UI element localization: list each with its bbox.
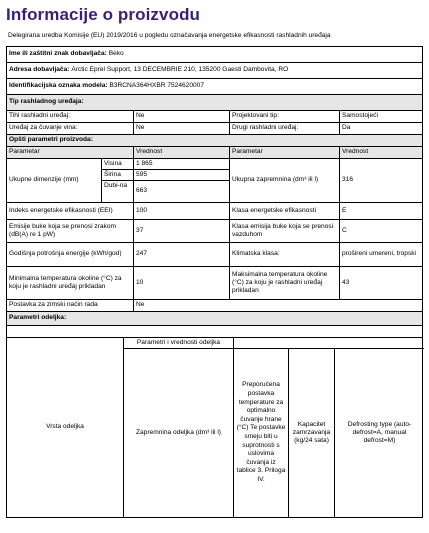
total-volume-value: 316	[339, 159, 424, 202]
param-head-parameter-2: Parametar	[229, 147, 339, 158]
other-appliance-label: Drugi rashladni uređaj:	[229, 123, 339, 134]
min-ambient-temp-label: Minimalna temperatura okoline (°C) za koju je rashladni uređaj prikladan	[9, 274, 122, 290]
dimensions-label: Ukupne dimenzije (mm)	[9, 176, 79, 184]
winter-row	[6, 300, 423, 312]
regulation-subtitle: Delegirana uredba Komisije (EU) 2019/2016 u pogledu označavanja energetske efikasnosti rashladnih uređaja	[8, 32, 331, 39]
width-value: 595	[133, 170, 229, 181]
param-head-value-2: Vrednost	[339, 147, 424, 158]
compartment-type-head: Vrsta odeljka	[46, 423, 84, 431]
general-header: Opšti parametri proizvoda:	[9, 136, 93, 144]
page-title: Informacije o proizvodu	[6, 5, 201, 24]
height-value: 1 865	[133, 159, 229, 170]
quiet-appliance-value: Ne	[133, 111, 229, 122]
type-header: Tip rashladnog uređaja:	[9, 98, 84, 106]
compartment-header-row	[6, 312, 423, 326]
noise-class-value: C	[339, 220, 424, 242]
model-value: B3RCNA364HXBR 7524620007	[109, 82, 204, 90]
eei-label: Indeks energetske efikasnosti (EEI)	[9, 206, 113, 214]
noise-class-label: Klasa emisija buke koja se prenosi vazduhom	[229, 220, 339, 242]
compartment-table	[6, 338, 423, 518]
width-label: Širina	[101, 170, 133, 181]
height-label: Visina	[101, 159, 133, 170]
max-ambient-temp-value: 43	[339, 267, 424, 299]
climate-class-label: Klimatska klasa:	[229, 243, 339, 266]
design-type-value: Samostojeći	[339, 111, 424, 122]
max-ambient-temp-label: Maksimalna temperatura okoline (°C) za koju je rashladni uređaj prikladan	[229, 267, 339, 299]
blank-row	[6, 326, 423, 338]
quiet-appliance-label: Tihi rashladni uređaj:	[9, 112, 70, 120]
noise-emission-label: Emisije buke koja se prenosi zrakom (dB(A) re 1 pW)	[9, 222, 117, 238]
winter-mode-value: Ne	[133, 300, 229, 311]
winter-mode-label: Postavka za zimski način rada	[9, 301, 98, 309]
param-row	[6, 203, 423, 220]
model-label: Identifikacijska oznaka modela:	[9, 82, 108, 90]
param-row	[6, 220, 423, 243]
type-header-row	[6, 95, 423, 111]
model-row	[6, 79, 423, 95]
total-volume-label: Ukupna zapremnina (dm³ ili l)	[229, 159, 339, 202]
annual-energy-value: 247	[133, 243, 229, 266]
general-header-row	[6, 135, 423, 147]
address-row	[6, 63, 423, 79]
annual-energy-label: Godišnja potrošnja energije (kWh/god)	[9, 250, 122, 258]
supplier-row	[6, 47, 423, 63]
defrosting-type-head: Defrosting type (auto-defrost=A, manual defrost=M)	[334, 349, 424, 517]
wine-storage-value: Ne	[133, 123, 229, 134]
noise-emission-value: 37	[133, 220, 229, 242]
address-value: Arctic Eprel Support, 13 DECEMBRIE 210, 135200 Gaesti Dambovita, RO	[71, 66, 289, 74]
param-head-parameter: Parametar	[9, 148, 40, 156]
recommended-temp-head: Preporučena postavka temperature za optimalno čuvanje hrane (°C) Te postavke smeju biti u suprotnosti s uslovima čuvanja iz tablice 3. Priloga IV.	[233, 349, 288, 517]
design-type-label: Projektovani tip:	[229, 111, 339, 122]
depth-label: Dubi-na	[101, 181, 133, 203]
min-ambient-temp-value: 10	[133, 267, 229, 299]
energy-class-label: Klasa energetske efikasnosti	[229, 203, 339, 219]
address-label: Adresa dobavljača:	[9, 66, 70, 74]
wine-storage-label: Uređaj za čuvanje vina:	[9, 124, 78, 132]
compartment-header: Parametri odeljka:	[9, 314, 67, 322]
param-row	[6, 243, 423, 267]
climate-class-value: prošireni umereni, tropski	[339, 243, 424, 266]
type-row	[6, 111, 423, 123]
depth-value: 663	[133, 181, 229, 202]
param-head-value: Vrednost	[133, 147, 229, 158]
freezing-capacity-head: Kapacitet zamrzavanja (kg/24 sata)	[288, 349, 334, 517]
type-row	[6, 123, 423, 135]
param-row	[6, 267, 423, 300]
compartment-group-head: Parametri i vrednosti odeljka	[123, 338, 233, 349]
energy-class-value: E	[339, 203, 424, 219]
supplier-label: Ime ili zaštitni znak dobavljača:	[9, 50, 107, 58]
supplier-value: Beko	[108, 50, 124, 58]
dimensions-row	[6, 159, 423, 203]
param-head-row	[6, 147, 423, 159]
compartment-volume-head: Zapremnina odeljka (dm³ ili l)	[123, 349, 233, 517]
info-table	[6, 46, 423, 518]
eei-value: 100	[133, 203, 229, 219]
other-appliance-value: Da	[339, 123, 424, 134]
